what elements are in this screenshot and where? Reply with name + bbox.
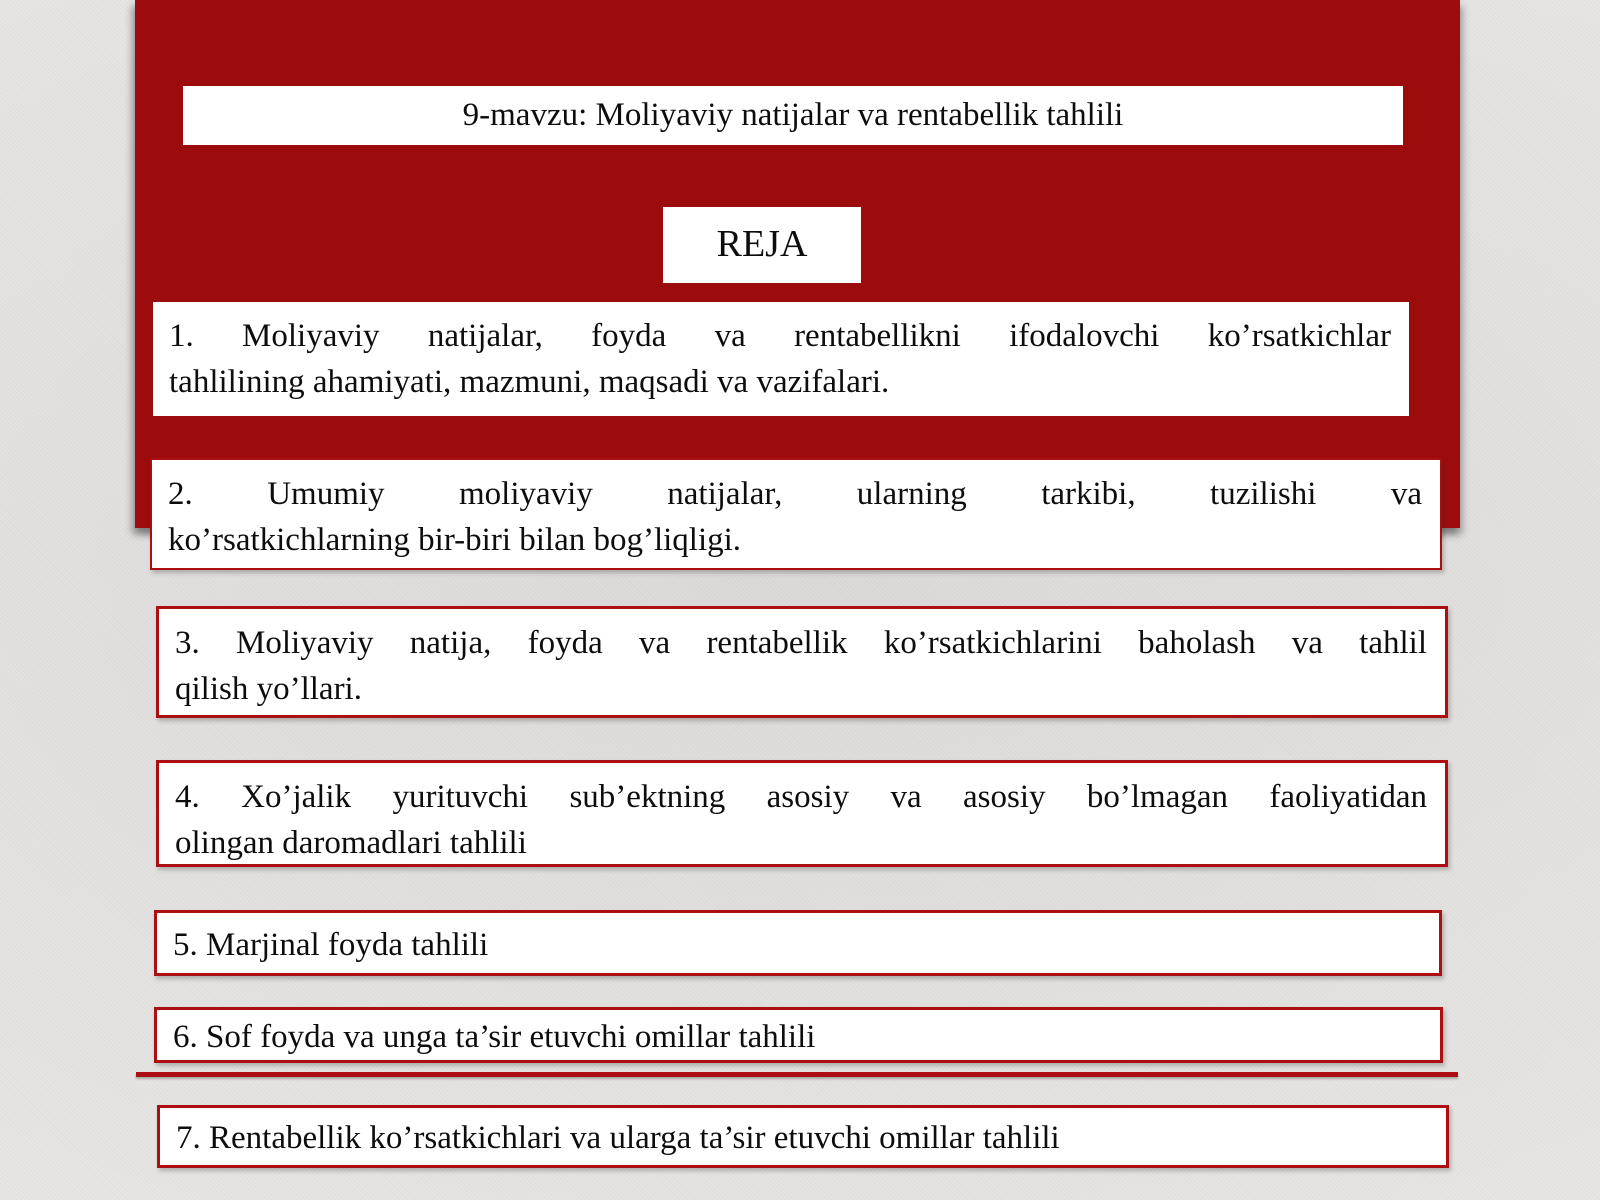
- plan-item-2-line-1: 2. Umumiy moliyaviy natijalar, ularning tarkibi, tuzilishi va: [168, 476, 1422, 512]
- plan-item-3-line-1: 3. Moliyaviy natija, foyda va rentabellik ko’rsatkichlarini baholash va tahlil: [175, 625, 1427, 661]
- plan-item-4-line-1: 4. Xo’jalik yurituvchi sub’ektning asosiy va asosiy bo’lmagan faoliyatidan: [175, 779, 1427, 815]
- plan-item-4-line-2: olingan daromadlari tahlili: [175, 825, 527, 861]
- plan-item-6: [154, 1007, 1443, 1063]
- plan-item-4: [156, 760, 1448, 867]
- plan-item-7-line-1: 7. Rentabellik ko’rsatkichlari va ularga ta’sir etuvchi omillar tahlili: [176, 1120, 1060, 1156]
- plan-item-1-line-1: 1. Moliyaviy natijalar, foyda va rentabellikni ifodalovchi ko’rsatkichlar: [169, 318, 1391, 354]
- plan-item-7: [157, 1105, 1449, 1168]
- divider-line: [136, 1072, 1458, 1077]
- plan-item-3: [156, 606, 1448, 718]
- plan-item-2-line-2: ko’rsatkichlarning bir-biri bilan bog’liqligi.: [168, 522, 742, 558]
- plan-item-1: [153, 302, 1409, 416]
- slide-title: 9-mavzu: Moliyaviy natijalar va rentabellik tahlili: [183, 86, 1403, 145]
- plan-item-5-line-1: 5. Marjinal foyda tahlili: [173, 927, 489, 963]
- plan-item-6-line-1: 6. Sof foyda va unga ta’sir etuvchi omillar tahlili: [173, 1019, 816, 1055]
- plan-item-2: [150, 458, 1442, 570]
- plan-item-3-line-2: qilish yo’llari.: [175, 671, 362, 707]
- plan-heading: REJA: [663, 207, 861, 283]
- plan-item-1-line-2: tahlilining ahamiyati, mazmuni, maqsadi va vazifalari.: [169, 364, 890, 400]
- plan-item-5: [154, 910, 1442, 976]
